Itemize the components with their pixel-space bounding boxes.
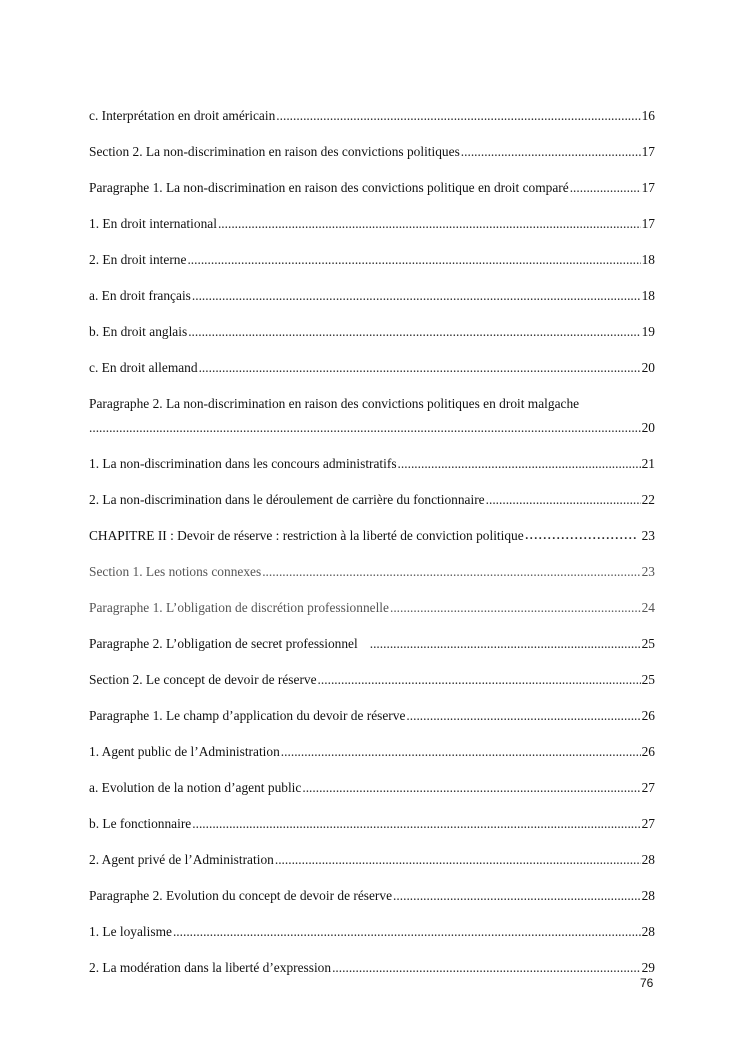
toc-entry[interactable]: [89, 88, 655, 124]
toc-entry-page: 25: [641, 636, 655, 651]
toc-entry-label: Paragraphe 1. L’obligation de discrétion professionnelle: [89, 600, 389, 615]
toc-entry-label: a. Evolution de la notion d’agent public: [89, 780, 302, 795]
toc-entry[interactable]: [89, 304, 655, 340]
toc-entry-label: CHAPITRE II : Devoir de réserve : restriction à la liberté de conviction politique: [89, 528, 524, 543]
toc-entry[interactable]: [89, 796, 655, 832]
toc-leader-dots: [486, 492, 641, 508]
toc-entry-label: 1. Agent public de l’Administration: [89, 744, 280, 759]
toc-entry-page: 23: [641, 528, 655, 543]
toc-entry-page: 23: [641, 564, 655, 579]
toc-entry-page: 20: [641, 420, 655, 435]
toc-leader-dots: [192, 816, 640, 832]
toc-entry-page: 18: [641, 288, 655, 303]
toc-entry-label: Section 2. Le concept de devoir de réserve: [89, 672, 317, 687]
toc-entry[interactable]: [89, 580, 655, 616]
toc-entry-label: c. Interprétation en droit américain: [89, 108, 276, 123]
toc-leader-dots: [262, 564, 640, 580]
toc-leader-dots: [173, 924, 641, 940]
toc-entry[interactable]: [89, 760, 655, 796]
toc-entry[interactable]: [89, 232, 655, 268]
toc-entry[interactable]: [89, 376, 655, 412]
toc-entry-label: 2. La modération dans la liberté d’expression: [89, 960, 332, 975]
toc-leader-dots: [406, 708, 640, 724]
toc-leader-dots: [332, 960, 641, 976]
toc-entry-page: 28: [641, 888, 655, 903]
toc-entry-page: 29: [641, 960, 655, 975]
toc-entry-label: Paragraphe 1. Le champ d’application du devoir de réserve: [89, 708, 406, 723]
toc-entry[interactable]: [89, 196, 655, 232]
toc-leader-dots: [218, 216, 641, 232]
toc-leader-dots: [188, 324, 640, 340]
toc-entry-page: 20: [641, 360, 655, 375]
toc-entry[interactable]: [89, 724, 655, 760]
toc-entry-page: 17: [641, 180, 655, 195]
toc-leader-dots: [525, 526, 636, 544]
toc-entry[interactable]: [89, 688, 655, 724]
toc-entry[interactable]: [89, 160, 655, 196]
toc-entry-page: 16: [641, 108, 655, 123]
toc-entry-page: 18: [641, 252, 655, 267]
toc-entry-label: Paragraphe 2. La non-discrimination en raison des convictions politiques en droit malgache: [89, 396, 580, 411]
toc-entry-label: 2. La non-discrimination dans le déroulement de carrière du fonctionnaire: [89, 492, 485, 507]
toc-entry-label: 2. En droit interne: [89, 252, 187, 267]
toc-entry-page: 26: [641, 708, 655, 723]
toc-entry[interactable]: [89, 616, 655, 652]
toc-leader-dots: [390, 600, 641, 616]
toc-leader-dots: [281, 744, 641, 760]
toc-entry-page: 24: [641, 600, 655, 615]
toc-leader-dots: [398, 456, 641, 472]
table-of-contents: [89, 88, 655, 976]
toc-entry-label: a. En droit français: [89, 288, 191, 303]
toc-entry-label: c. En droit allemand: [89, 360, 198, 375]
toc-entry-label: Section 1. Les notions connexes: [89, 564, 262, 579]
toc-entry[interactable]: [89, 124, 655, 160]
toc-entry[interactable]: [89, 652, 655, 688]
toc-entry[interactable]: [89, 940, 655, 976]
toc-entry-page: 25: [641, 672, 655, 687]
toc-entry-label: Paragraphe 1. La non-discrimination en raison des convictions politique en droit comparé: [89, 180, 569, 195]
toc-leader-dots: [187, 252, 640, 268]
toc-entry[interactable]: [89, 832, 655, 868]
toc-entry-label: Paragraphe 2. Evolution du concept de devoir de réserve: [89, 888, 393, 903]
toc-entry-page: 22: [641, 492, 655, 507]
toc-leader-dots: [199, 360, 641, 376]
toc-leader-dots: [461, 144, 641, 160]
toc-entry-page: 21: [641, 456, 655, 471]
toc-entry-page: 28: [641, 852, 655, 867]
toc-entry-label: 1. Le loyalisme: [89, 924, 172, 939]
toc-entry[interactable]: [89, 472, 655, 508]
toc-entry[interactable]: [89, 544, 655, 580]
toc-entry-label: b. En droit anglais: [89, 324, 188, 339]
toc-entry[interactable]: [89, 340, 655, 376]
toc-entry-label: Section 2. La non-discrimination en raison des convictions politiques: [89, 144, 460, 159]
toc-entry-label: 1. En droit international: [89, 216, 217, 231]
toc-leader-dots: [370, 636, 641, 652]
toc-leader-dots: [89, 420, 641, 436]
toc-entry-page: 27: [641, 816, 655, 831]
toc-entry-page: 19: [641, 324, 655, 339]
toc-entry[interactable]: [89, 868, 655, 904]
toc-leader-dots: [318, 672, 641, 688]
toc-entry-label: b. Le fonctionnaire: [89, 816, 192, 831]
toc-entry-page: 28: [641, 924, 655, 939]
toc-entry-page: 17: [641, 144, 655, 159]
toc-leader-dots: [192, 288, 641, 304]
page-number: 76: [640, 976, 654, 990]
toc-entry[interactable]: [89, 904, 655, 940]
toc-entry[interactable]: [89, 436, 655, 472]
toc-entry[interactable]: [89, 268, 655, 304]
toc-chapter-entry[interactable]: [89, 508, 655, 544]
toc-leader-dots: [302, 780, 640, 796]
toc-entry-page: 17: [641, 216, 655, 231]
toc-entry-label: 1. La non-discrimination dans les concours administratifs: [89, 456, 397, 471]
toc-entry-label: Paragraphe 2. L’obligation de secret professionnel: [89, 636, 358, 651]
toc-leader-dots: [275, 852, 641, 868]
toc-leader-dots: [570, 180, 641, 196]
toc-entry-continuation[interactable]: [89, 412, 655, 436]
toc-entry-page: 27: [641, 780, 655, 795]
toc-leader-dots: [276, 108, 640, 124]
toc-entry-label: 2. Agent privé de l’Administration: [89, 852, 274, 867]
toc-entry-page: 26: [641, 744, 655, 759]
toc-leader-dots: [393, 888, 641, 904]
